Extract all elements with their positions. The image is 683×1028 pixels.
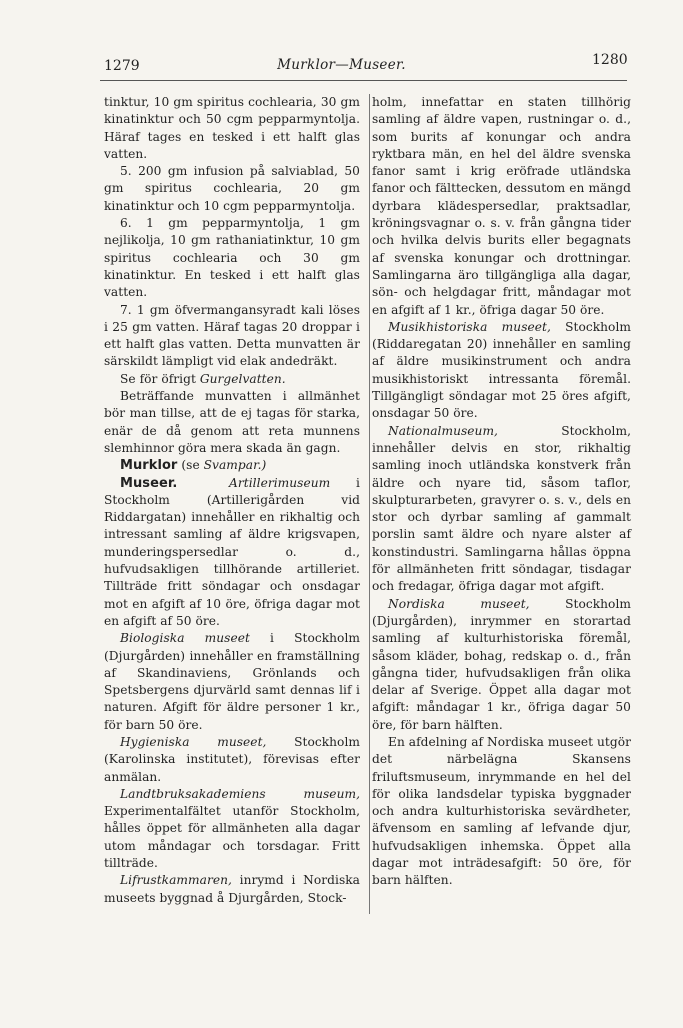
museum-name: Nordiska museet, [388,596,530,611]
running-head: Murklor—Museer. [277,57,406,73]
paragraph: holm, innefattar en staten tillhörig samling af äldre vapen, rustningar o. d., som burits af konungar och andra ryktbara män, en hel del äldre svenska fanor samt i krig eröfrade utländska fanor och fälttecken, dessutom en mängd dyrbara klädespersedlar, praktsadlar, kröningsvagnar o. s. v. från gångna tider och hvilka delvis burits eller begagnats af svenska konungar och drottningar. Samlingarna äro tillgängliga alla dagar, sön- och helgdagar fritt, måndagar mot en afgift af 1 kr., öfriga dagar 50 öre. [372,95,631,317]
museum-name: Nationalmuseum, [388,423,498,438]
museum-name: Hygieniska museet, [120,734,267,749]
text: i Stockholm (Djurgården) innehåller en framställning af Skandinaviens, Grönlands och Spetsbergens djurvärld samt dennas lif i naturen. Afgift för äldre personer 1 kr., för barn 50 öre. [104,631,360,732]
page-number-right: 1280 [592,52,628,68]
text: i Stockholm (Artillerigården vid Riddargatan) innehåller en rikhaltig och intressant samling af äldre krigsvapen, munderingspersedlar o. d., hufvudsakligen tillhörande artilleriet. Tillträde fritt söndagar och onsdagar mot en afgift af 10 öre, öfriga dagar mot en afgift af 50 öre. [104,475,360,628]
left-column [104,94,360,907]
paragraph: En afdelning af Nordiska museet utgör det närbelägna Skansens friluftsmuseum, inrymmande en hel del för olika landsdelar typiska byggnader och andra kulturhistoriska sevärdheter, äfvensom en samling af lefvande djur, hufvudsakligen inhemska. Öppet alla dagar mot inträdesafgift: 50 öre, för barn hälften. [372,734,631,888]
text: Experimentalfältet utanför Stockholm, hålles öppet för allmänheten alla dagar utom måndagar och torsdagar. Fritt tillträde. [104,804,360,871]
paragraph: 7. 1 gm öfvermangansyradt kali löses i 25 gm vatten. Häraf tagas 20 droppar i ett halft glas vatten. Detta munvatten är särskildt lämpligt vid elak andedräkt. [104,302,360,369]
paragraph: 6. 1 gm pepparmyntolja, 1 gm nejlikolja, 10 gm rathaniatinktur, 10 gm spiritus cochlearia och 30 gm kinatinktur. En tesked i ett halft glas vatten. [104,216,360,300]
column-divider [369,94,370,914]
entry-museer [104,475,360,631]
museum-name: Biologiska museet [120,631,250,646]
paragraph [372,423,631,596]
museum-name: Musikhistoriska museet, [388,319,551,334]
paragraph [104,786,360,872]
cross-reference: Gurgelvatten. [199,371,286,386]
paragraph [104,872,360,907]
paragraph: Beträffande munvatten i allmänhet bör man tillse, att de ej tagas för starka, enär de då genom att reta munnens slemhinnor göra mera skada än gagn. [104,389,360,455]
paragraph [104,371,360,388]
paragraph [104,734,360,786]
entry-headword: Murklor [120,458,178,474]
right-column [372,94,631,890]
paragraph [372,596,631,734]
header-rule [100,80,627,81]
entry-headword: Museer. [120,475,178,491]
text: Stockholm (Riddaregatan 20) innehåller en samling af äldre musikinstrument och andra musikhistoriskt intressanta föremål. Tillgängligt söndagar mot 25 öres afgift, onsdagar 50 öre. [372,319,631,421]
museum-name: Landtbruksakademiens museum, [120,786,360,801]
paragraph [104,630,360,734]
museum-name: Artillerimuseum [229,475,331,490]
paragraph: tinktur, 10 gm spiritus cochlearia, 30 gm kinatinktur och 50 cgm pepparmyntolja. Häraf tages en tesked i ett halft glas vatten. [104,95,360,161]
text: inrymd i Nordiska museets byggnad å Djurgården, Stock- [104,873,360,905]
page-number-left: 1279 [104,58,140,74]
paragraph [372,319,631,423]
text: Se för öfrigt [120,371,200,386]
paragraph: 5. 200 gm infusion på salviablad, 50 gm spiritus cochlearia, 20 gm kinatinktur och 10 cgm pepparmyntolja. [104,164,360,213]
text: Stockholm (Karolinska institutet), förevisas efter anmälan. [104,734,360,784]
text: (se [177,458,204,473]
cross-reference: Svampar.) [203,458,267,473]
text: Stockholm, innehåller delvis en stor, rikhaltig samling inoch utländska konstverk från äldre och nyare tid, såsom taflor, skulpturarbeten, gravyrer o. s. v., dels en stor och dyrbar samling af gammalt porslin samt äldre och nyare alster af konstindustri. Samlingarna hållas öppna för allmänheten fritt söndagar, tisdagar och fredagar, öfriga dagar mot afgift. [372,423,631,594]
museum-name: Lifrustkammaren, [120,873,232,888]
entry-murklor [104,457,360,474]
text: Stockholm (Djurgården), inrymmer en storartad samling af kulturhistoriska föremål, såsom kläder, bohag, redskap o. d., från gångna tider, hufvudsakligen från olika delar af Sverige. Öppet alla dagar mot afgift: måndagar 1 kr., öfriga dagar 50 öre, för barn hälften. [372,596,631,732]
